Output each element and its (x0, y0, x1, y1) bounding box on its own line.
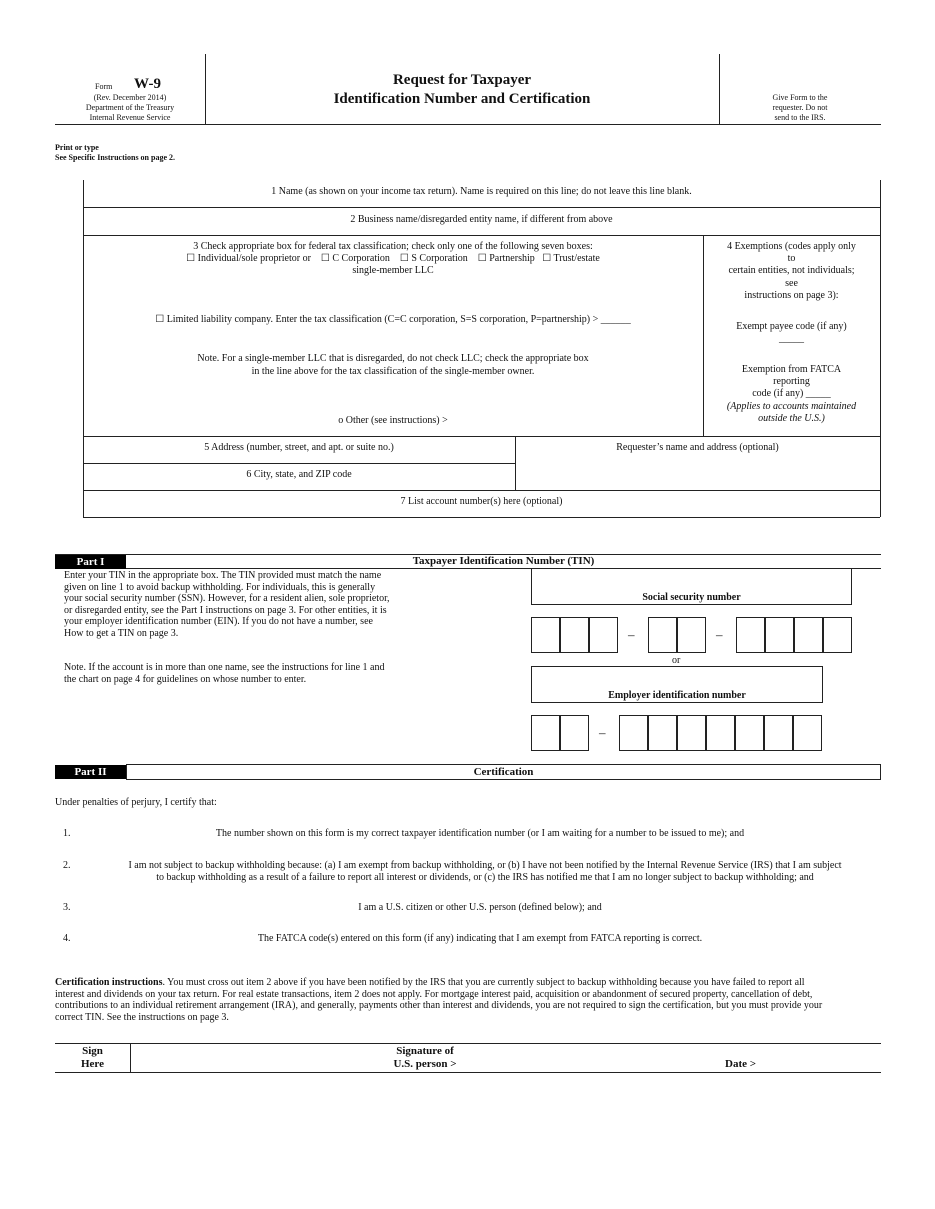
cert-item-text-cont: to backup withholding as a result of a failure to report all interest or dividends, or (c) the IRS has notified me that I am no longer subject to backup withholding; and (156, 872, 814, 883)
form-title-line1: Request for Taxpayer (392, 72, 532, 88)
sign-divider (130, 1043, 131, 1072)
here-label: Here (80, 1058, 104, 1070)
part1-label: Part I (55, 555, 126, 569)
table-right-border (880, 180, 881, 517)
ssn-dash: – (628, 627, 635, 642)
exemptions-heading-1: 4 Exemptions (codes apply only (727, 241, 856, 252)
llc-note-line2: in the line above for the tax classification of the single-member owner. (251, 366, 535, 377)
cert-item-number: 1. (63, 828, 71, 839)
cert-item-number: 3. (63, 902, 71, 913)
cert-item-number: 2. (63, 860, 71, 871)
fatca-applies-1: (Applies to accounts maintained (726, 401, 857, 412)
give-form-line2: requester. Do not (772, 103, 828, 112)
ein-digit[interactable] (648, 715, 677, 751)
ssn-digit[interactable] (589, 617, 618, 653)
ein-digit[interactable] (793, 715, 822, 751)
exemptions-heading-5: instructions on page 3): (744, 290, 839, 301)
give-form-line3: send to the IRS. (774, 113, 826, 122)
form-title-line2: Identification Number and Certification (333, 91, 591, 107)
other-classification[interactable]: o Other (see instructions) > (338, 415, 448, 426)
ssn-digit[interactable] (648, 617, 677, 653)
header-divider-right (719, 54, 720, 124)
ssn-input[interactable] (531, 617, 853, 653)
ssn-digit[interactable] (531, 617, 560, 653)
ein-digit[interactable] (560, 715, 589, 751)
ssn-digit[interactable] (677, 617, 706, 653)
ein-input[interactable] (531, 715, 823, 751)
ssn-dash: – (716, 627, 723, 642)
ssn-digit[interactable] (765, 617, 794, 653)
ssn-label: Social security number (642, 592, 741, 603)
part1-title: Taxpayer Identification Number (TIN) (412, 555, 595, 567)
fatca-applies-2: outside the U.S.) (758, 413, 825, 424)
fatca-heading-2: reporting (773, 376, 810, 387)
ein-dash: – (599, 725, 606, 740)
llc-classification[interactable]: ☐ Limited liability company. Enter the tax classification (C=C corporation, S=S corporation, P=partnership) > ______ (155, 314, 631, 325)
ein-digit[interactable] (735, 715, 764, 751)
account-numbers-field[interactable]: 7 List account number(s) here (optional) (400, 496, 563, 507)
tin-note: Note. If the account is in more than one name, see the instructions for line 1 and the chart on page 4 for guidelines on whose number to enter. (64, 662, 385, 685)
part2-title: Certification (473, 766, 534, 778)
rule-5 (83, 490, 880, 491)
perjury-intro: Under penalties of perjury, I certify that: (55, 797, 217, 808)
address-field[interactable]: 5 Address (number, street, and apt. or suite no.) (204, 442, 394, 453)
department: Department of the Treasury (85, 103, 175, 112)
ein-digit[interactable] (531, 715, 560, 751)
print-or-type: Print or type (55, 143, 99, 152)
classification-options-2: single-member LLC (352, 265, 434, 276)
ssn-digit[interactable] (560, 617, 589, 653)
rule-4 (83, 463, 515, 464)
cert-item-text: The number shown on this form is my correct taxpayer identification number (or I am waiting for a number to be issued to me); and (215, 828, 745, 839)
part2-label: Part II (55, 765, 126, 779)
sign-bottom-rule (55, 1072, 881, 1073)
give-form-line1: Give Form to the (772, 93, 828, 102)
sign-top-rule (55, 1043, 881, 1044)
classification-heading: 3 Check appropriate box for federal tax classification; check only one of the following seven boxes: (193, 241, 593, 252)
requester-name-address[interactable]: Requester’s name and address (optional) (616, 442, 779, 453)
rule-2 (83, 235, 880, 236)
cert-item-text: I am not subject to backup withholding because: (a) I am exempt from backup withholding, or (b) I have not been notified by the Internal Revenue Service (IRS) that I am subject (128, 860, 842, 871)
form-word: Form (95, 82, 113, 91)
signature-field[interactable]: U.S. person > (393, 1058, 457, 1070)
rule-3 (83, 436, 880, 437)
date-field[interactable]: Date > (725, 1058, 757, 1070)
ssn-digit[interactable] (736, 617, 765, 653)
ein-digit[interactable] (677, 715, 706, 751)
exemptions-heading-4: see (785, 278, 798, 289)
signature-label-1: Signature of (396, 1045, 454, 1057)
table-left-border (83, 180, 84, 517)
exempt-payee-code[interactable]: Exempt payee code (if any) (736, 321, 847, 332)
cert-item-number: 4. (63, 933, 71, 944)
sign-label: Sign (82, 1045, 103, 1057)
ssn-digit[interactable] (794, 617, 823, 653)
fatca-heading-1: Exemption from FATCA (741, 364, 842, 375)
header-divider-left (205, 54, 206, 124)
city-state-zip-field[interactable]: 6 City, state, and ZIP code (246, 469, 352, 480)
ein-digit[interactable] (619, 715, 648, 751)
specific-instructions-note: See Specific Instructions on page 2. (55, 153, 175, 162)
fatca-code-field[interactable]: code (if any) _____ (752, 388, 831, 399)
ein-digit[interactable] (764, 715, 793, 751)
business-name-field[interactable]: 2 Business name/disregarded entity name, if different from above (350, 214, 613, 225)
llc-note-line1: Note. For a single-member LLC that is disregarded, do not check LLC; check the appropriate box (197, 353, 589, 364)
ein-digit[interactable] (706, 715, 735, 751)
exemptions-heading-3: certain entities, not individuals; (728, 265, 855, 276)
rule-1 (83, 207, 880, 208)
form-revision: (Rev. December 2014) (93, 93, 167, 102)
exemptions-heading-2: to (787, 253, 796, 264)
ein-label: Employer identification number (608, 690, 746, 701)
name-field[interactable]: 1 Name (as shown on your income tax return). Name is required on this line; do not leave this line blank. (271, 186, 692, 197)
cert-item-text: I am a U.S. citizen or other U.S. person (defined below); and (358, 902, 602, 913)
ssn-digit[interactable] (823, 617, 852, 653)
rule-6 (83, 517, 880, 518)
cert-item-text: The FATCA code(s) entered on this form (if any) indicating that I am exempt from FATCA reporting is correct. (257, 933, 703, 944)
certification-instructions: Certification instructions. You must cross out item 2 above if you have been notified by the IRS that you are currently subject to backup withholding because you have failed to report all interest and dividends on your tax return. For real estate transactions, item 2 does not apply. For mortgage interest paid, acquisition or abandonment of secured property, cancellation of debt, contributions to an individual retirement arrangement (IRA), and generally, payments other than interest and dividends, you are not required to sign the certification, but you must provide your correct TIN. See the instructions on page 3. (55, 977, 823, 1023)
or-separator: or (672, 655, 681, 666)
tin-instructions: Enter your TIN in the appropriate box. The TIN provided must match the name given on line 1 to avoid backup withholding. For individuals, this is generally your social security number (SSN). However, for a resident alien, sole proprietor, or disregarded entity, see the Part I instructions on page 3. For other entities, it is your employer identification number (EIN). If you do not have a number, see How to get a TIN on page 3. (64, 570, 390, 639)
exempt-payee-blank[interactable]: _____ (779, 333, 804, 344)
irs-name: Internal Revenue Service (89, 113, 171, 122)
classification-options[interactable]: ☐ Individual/sole proprietor or ☐ C Corporation ☐ S Corporation ☐ Partnership ☐ Trust/estate (186, 253, 600, 264)
form-name: W-9 (134, 76, 161, 92)
header-bottom-rule (55, 124, 881, 125)
